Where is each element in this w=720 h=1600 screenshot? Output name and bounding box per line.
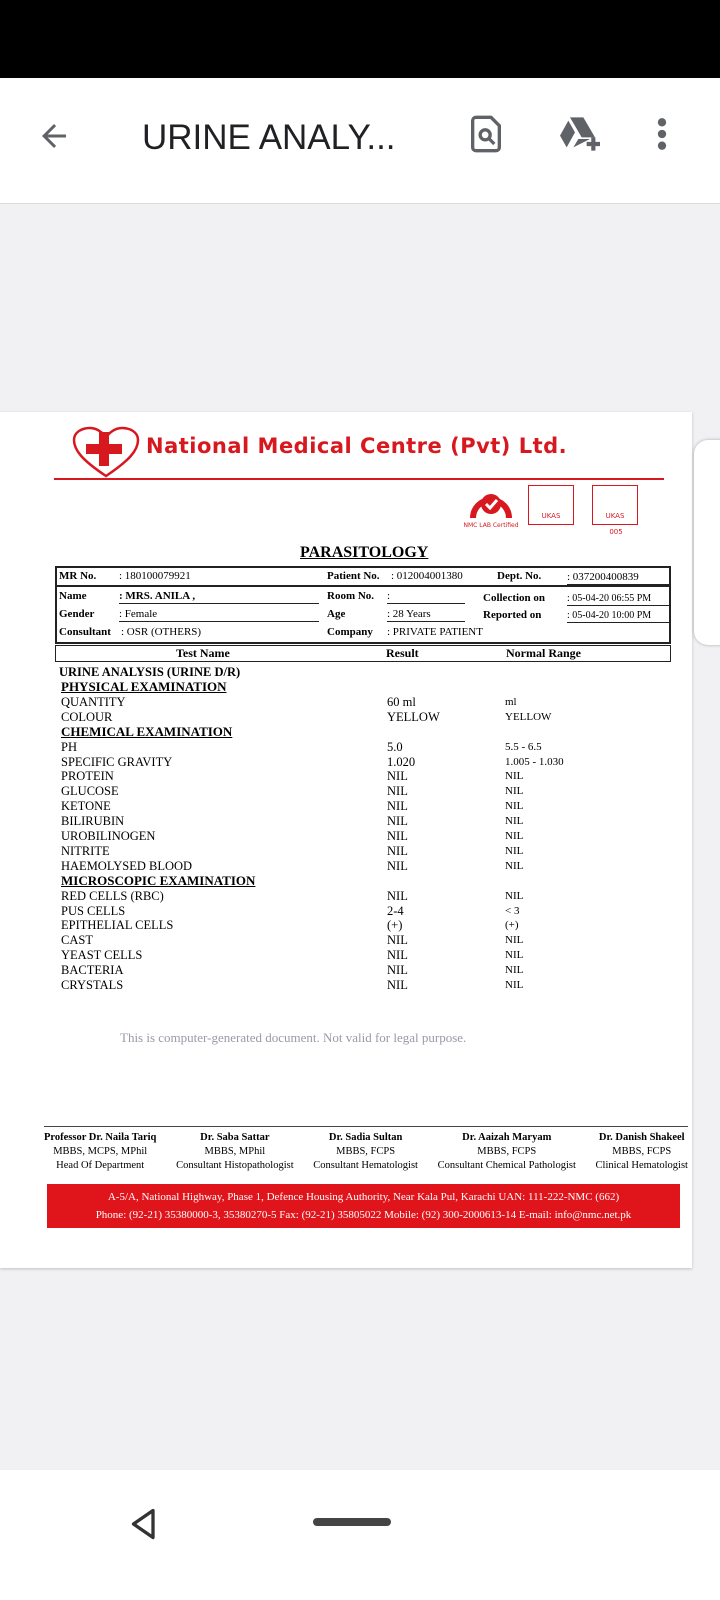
- status-bar: [0, 0, 720, 78]
- normal-range: ml: [505, 695, 517, 708]
- test-name: BACTERIA: [61, 963, 124, 978]
- label: Room No.: [327, 590, 375, 602]
- divider: [54, 478, 664, 480]
- test-name: QUANTITY: [61, 694, 126, 709]
- doctor: Professor Dr. Naila Tariq MBBS, MCPS, MPhil Head Of Department: [44, 1132, 157, 1171]
- label: Gender: [59, 608, 95, 620]
- normal-range: NIL: [505, 770, 524, 783]
- test-result: 1.020: [387, 754, 416, 769]
- address: A-5/A, National Highway, Phase 1, Defence Housing Authority, Near Kala Pul, Karachi UAN: 111-222-NMC (662): [107, 1191, 620, 1203]
- normal-range: NIL: [505, 979, 524, 991]
- label: Patient No.: [327, 570, 380, 582]
- test-name: CRYSTALS: [61, 978, 124, 992]
- company: : PRIVATE PATIENT: [387, 626, 483, 638]
- test-result: NIL: [387, 843, 408, 858]
- add-to-drive-icon[interactable]: [556, 114, 604, 154]
- label: Company: [327, 626, 373, 638]
- ukas-quality-logo: UKAS 005: [592, 485, 638, 525]
- test-name: HAEMOLYSED BLOOD: [61, 858, 193, 873]
- label: Consultant: [59, 626, 111, 638]
- contact: Phone: (92-21) 35380000-3, 35380270-5 Fax: (92-21) 35805022 Mobile: (92) 300-2000613-14 E-mail: info@nmc.net.pk: [95, 1209, 632, 1221]
- test-result: 5.0: [387, 739, 403, 754]
- test-result: NIL: [387, 948, 408, 963]
- normal-range: NIL: [505, 844, 524, 857]
- doctor: Dr. Sadia Sultan MBBS, FCPS Consultant Hematologist: [313, 1132, 418, 1171]
- test-result: 2-4: [387, 903, 404, 918]
- footer-contact: [47, 1184, 680, 1228]
- normal-range: 1.005 - 1.030: [505, 755, 564, 768]
- label: Dept. No.: [497, 570, 542, 582]
- find-in-page-icon[interactable]: [466, 114, 506, 154]
- nav-back-icon[interactable]: [126, 1506, 162, 1542]
- normal-range: NIL: [505, 830, 524, 842]
- normal-range: NIL: [505, 949, 524, 962]
- exam-heading: MICROSCOPIC EXAMINATION: [61, 872, 256, 888]
- test-result: 60 ml: [387, 694, 416, 709]
- navigation-bar: [0, 1470, 720, 1600]
- test-name: RED CELLS (RBC): [61, 888, 164, 903]
- normal-range: NIL: [505, 785, 524, 798]
- test-result: NIL: [387, 829, 408, 843]
- normal-range: < 3: [505, 904, 520, 917]
- normal-range: NIL: [505, 815, 524, 828]
- test-result: NIL: [387, 978, 408, 992]
- normal-range: NIL: [505, 934, 524, 947]
- test-result: NIL: [387, 769, 408, 784]
- more-vert-icon[interactable]: [650, 114, 674, 154]
- test-result: NIL: [387, 888, 408, 903]
- test-name: PUS CELLS: [61, 903, 126, 918]
- test-result: (+): [387, 918, 403, 933]
- column-header: Test Name: [176, 646, 230, 660]
- doctor: Dr. Aaizah Maryam MBBS, FCPS Consultant Chemical Pathologist: [437, 1132, 576, 1171]
- normal-range: YELLOW: [505, 710, 552, 723]
- normal-range: NIL: [505, 800, 524, 813]
- patient-info-box: [55, 566, 671, 644]
- doctor: Dr. Danish Shakeel MBBS, FCPS Clinical Hematologist: [595, 1132, 688, 1171]
- section-title: PARASITOLOGY: [300, 544, 429, 561]
- test-name: PH: [61, 739, 77, 754]
- test-name: CAST: [61, 933, 93, 948]
- test-name: COLOUR: [61, 709, 113, 724]
- normal-range: NIL: [505, 889, 524, 902]
- patient-name: : MRS. ANILA ,: [119, 590, 319, 604]
- test-result: NIL: [387, 858, 408, 873]
- nmc-logo-icon: [72, 426, 140, 478]
- label: Age: [327, 608, 346, 620]
- test-name: NITRITE: [61, 843, 110, 858]
- column-header: Result: [386, 646, 419, 660]
- label: Collection on: [483, 592, 546, 604]
- gender: : Female: [119, 608, 319, 622]
- label: Name: [59, 590, 87, 602]
- age: : 28 Years: [387, 608, 465, 622]
- doctors-list: [44, 1126, 688, 1173]
- watermark: This is computer-generated document. Not valid for legal purpose.: [120, 1030, 467, 1045]
- consultant: : OSR (OTHERS): [121, 626, 202, 638]
- app-bar: [0, 78, 720, 204]
- test-name: BILIRUBIN: [61, 814, 125, 829]
- document-page: [0, 412, 692, 1268]
- scroll-handle[interactable]: [694, 440, 720, 645]
- collection-time: : 05-04-20 06:55 PM: [567, 592, 669, 606]
- column-header: Normal Range: [506, 646, 581, 660]
- label: MR No.: [59, 570, 97, 582]
- test-name: PROTEIN: [61, 769, 114, 784]
- test-name: EPITHELIAL CELLS: [61, 918, 174, 933]
- normal-range: (+): [505, 919, 519, 932]
- test-result: NIL: [387, 814, 408, 829]
- test-name: SPECIFIC GRAVITY: [61, 754, 173, 769]
- label: Reported on: [483, 609, 542, 621]
- exam-heading: PHYSICAL EXAMINATION: [61, 679, 227, 694]
- back-arrow-icon[interactable]: [36, 118, 72, 154]
- test-result: NIL: [387, 799, 408, 814]
- document-title: URINE ANALY...: [142, 118, 396, 157]
- test-result: NIL: [387, 963, 408, 978]
- room-number: :: [387, 590, 465, 604]
- test-name: KETONE: [61, 799, 111, 814]
- normal-range: NIL: [505, 964, 524, 977]
- dept-number: : 037200400839: [567, 571, 669, 585]
- mr-number: : 180100079921: [119, 570, 191, 582]
- test-name: UROBILINOGEN: [61, 829, 156, 843]
- results-header: [55, 645, 671, 662]
- test-result: YELLOW: [387, 709, 440, 724]
- test-title: URINE ANALYSIS (URINE D/R): [59, 665, 241, 679]
- reported-time: : 05-04-20 10:00 PM: [567, 609, 669, 623]
- test-result: NIL: [387, 933, 408, 948]
- exam-heading: CHEMICAL EXAMINATION: [61, 723, 233, 739]
- sgs-cert-logo: NMC LAB Certified: [462, 484, 520, 532]
- ukas-proficiency-logo: UKAS: [528, 485, 574, 525]
- brand-name: National Medical Centre (Pvt) Ltd.: [146, 434, 568, 458]
- patient-number: : 012004001380: [391, 570, 463, 582]
- home-pill[interactable]: [313, 1518, 391, 1526]
- doctor: Dr. Saba Sattar MBBS, MPhil Consultant Histopathologist: [176, 1132, 294, 1171]
- test-name: GLUCOSE: [61, 784, 119, 799]
- test-result: NIL: [387, 784, 408, 799]
- normal-range: 5.5 - 6.5: [505, 740, 542, 753]
- test-name: YEAST CELLS: [61, 948, 143, 963]
- normal-range: NIL: [505, 859, 524, 872]
